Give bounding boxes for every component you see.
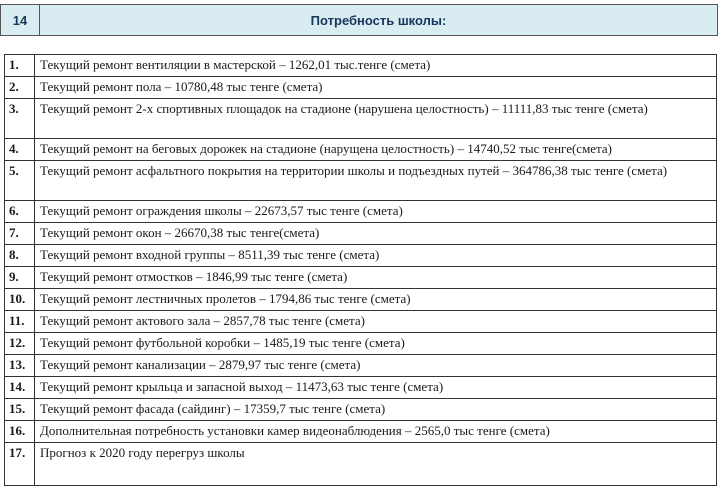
table-row: [5, 139, 717, 161]
row-text: Текущий ремонт входной группы – 8511,39 тыс тенге (смета): [35, 245, 717, 267]
table-row: [5, 377, 717, 399]
table-row: [5, 443, 717, 486]
table-row: [5, 421, 717, 443]
row-number: 12.: [5, 333, 35, 355]
row-number: 1.: [5, 55, 35, 77]
row-number: 11.: [5, 311, 35, 333]
row-text: Текущий ремонт на беговых дорожек на стадионе (нарущена целостность) – 14740,52 тыс тенге(смета): [35, 139, 717, 161]
row-number: 9.: [5, 267, 35, 289]
row-number: 2.: [5, 77, 35, 99]
row-text: Текущий ремонт крыльца и запасной выход – 11473,63 тыс тенге (смета): [35, 377, 717, 399]
row-number: 4.: [5, 139, 35, 161]
section-header: [0, 4, 718, 36]
table-row: [5, 355, 717, 377]
row-number: 3.: [5, 99, 35, 139]
row-text: Текущий ремонт асфальтного покрытия на территории школы и подъездных путей – 364786,38 тыс тенге (смета): [35, 161, 717, 201]
row-number: 5.: [5, 161, 35, 201]
row-text: Текущий ремонт окон – 26670,38 тыс тенге(смета): [35, 223, 717, 245]
section-number: 14: [1, 5, 40, 35]
table-row: [5, 245, 717, 267]
row-text: Текущий ремонт фасада (сайдинг) – 17359,7 тыс тенге (смета): [35, 399, 717, 421]
row-number: 13.: [5, 355, 35, 377]
row-text: Текущий ремонт актового зала – 2857,78 тыс тенге (смета): [35, 311, 717, 333]
row-number: 6.: [5, 201, 35, 223]
row-text: Дополнительная потребность установки камер видеонаблюдения – 2565,0 тыс тенге (смета): [35, 421, 717, 443]
section-title: Потребность школы:: [310, 12, 447, 28]
row-number: 17.: [5, 443, 35, 486]
row-number: 10.: [5, 289, 35, 311]
table-row: [5, 223, 717, 245]
needs-table: [4, 54, 717, 486]
row-text: Текущий ремонт пола – 10780,48 тыс тенге (смета): [35, 77, 717, 99]
row-text: Текущий ремонт 2-х спортивных площадок на стадионе (нарушена целостность) – 11111,83 тыс тенге (смета): [35, 99, 717, 139]
row-number: 7.: [5, 223, 35, 245]
table-row: [5, 201, 717, 223]
row-text: Текущий ремонт ограждения школы – 22673,57 тыс тенге (смета): [35, 201, 717, 223]
row-text: Прогноз к 2020 году перегруз школы: [35, 443, 717, 486]
table-row: [5, 333, 717, 355]
row-number: 16.: [5, 421, 35, 443]
row-text: Текущий ремонт канализации – 2879,97 тыс тенге (смета): [35, 355, 717, 377]
table-row: [5, 161, 717, 201]
table-row: [5, 99, 717, 139]
row-number: 8.: [5, 245, 35, 267]
table-row: [5, 55, 717, 77]
table-row: [5, 267, 717, 289]
row-number: 15.: [5, 399, 35, 421]
table-row: [5, 399, 717, 421]
table-row: [5, 311, 717, 333]
row-text: Текущий ремонт вентиляции в мастерской – 1262,01 тыс.тенге (смета): [35, 55, 717, 77]
row-number: 14.: [5, 377, 35, 399]
table-row: [5, 77, 717, 99]
row-text: Текущий ремонт лестничных пролетов – 1794,86 тыс тенге (смета): [35, 289, 717, 311]
row-text: Текущий ремонт футбольной коробки – 1485,19 тыс тенге (смета): [35, 333, 717, 355]
row-text: Текущий ремонт отмостков – 1846,99 тыс тенге (смета): [35, 267, 717, 289]
table-row: [5, 289, 717, 311]
